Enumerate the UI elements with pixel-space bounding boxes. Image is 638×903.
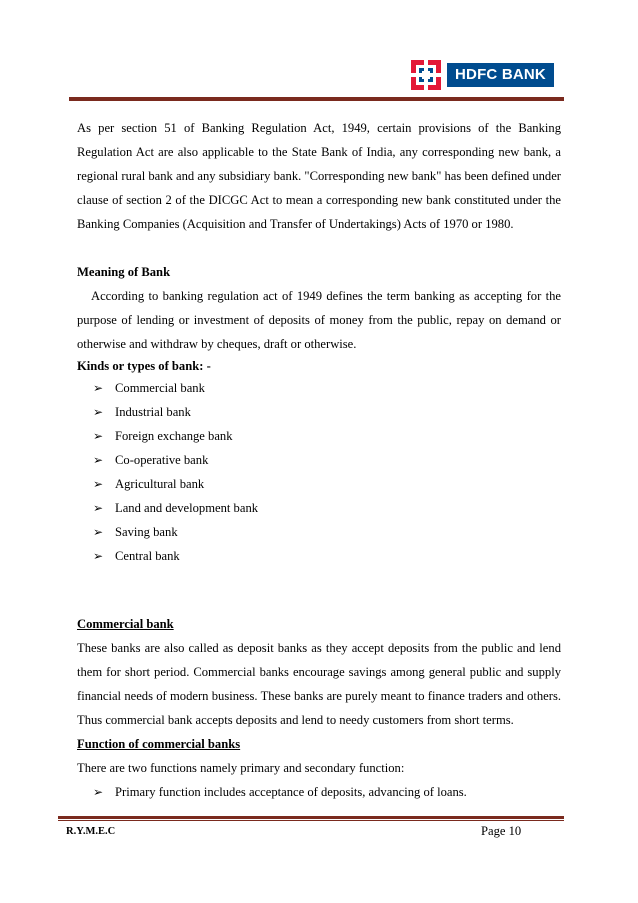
arrow-bullet-icon: ➢	[93, 429, 104, 443]
intro-paragraph: As per section 51 of Banking Regulation Act, 1949, certain provisions of the Banking Regulation Act are also applicable to the State Bank of India, any corresponding new bank, a regional rural bank and any subsidiary bank. "Corresponding new bank" has been defined under clause of section 2 of the DICGC Act to mean a corresponding new bank constituted under the Banking Companies (Acquisition and Transfer of Undertakings) Acts of 1970 or 1980.	[77, 121, 561, 231]
footer-institution: R.Y.M.E.C	[66, 826, 116, 837]
commercial-heading: Commercial bank	[77, 617, 174, 631]
logo-text: HDFC BANK	[447, 63, 554, 87]
list-item: ➢ Primary function includes acceptance of deposits, advancing of loans.	[93, 780, 561, 804]
list-item: ➢ Foreign exchange bank	[93, 424, 561, 448]
page-header	[69, 58, 563, 102]
kinds-list	[77, 376, 561, 568]
arrow-bullet-icon: ➢	[93, 381, 104, 395]
footer-rule	[58, 816, 564, 819]
arrow-bullet-icon: ➢	[93, 501, 104, 515]
footer-rule-thin	[58, 820, 564, 821]
list-item: ➢ Industrial bank	[93, 400, 561, 424]
hdfc-logo	[411, 58, 561, 91]
hdfc-logo-mark-icon	[411, 60, 441, 90]
functions-list	[77, 780, 561, 804]
functions-paragraph: There are two functions namely primary and secondary function:	[77, 761, 405, 775]
meaning-paragraph: According to banking regulation act of 1949 defines the term banking as accepting for the purpose of lending or investment of deposits of money from the public, repay on demand or otherwise and withdraw by cheques, draft or otherwise.	[77, 289, 561, 351]
arrow-bullet-icon: ➢	[93, 525, 104, 539]
kinds-heading: Kinds or types of bank: -	[77, 359, 211, 373]
list-item: ➢ Saving bank	[93, 520, 561, 544]
meaning-heading: Meaning of Bank	[77, 265, 171, 279]
arrow-bullet-icon: ➢	[93, 477, 104, 491]
list-item: ➢ Land and development bank	[93, 496, 561, 520]
arrow-bullet-icon: ➢	[93, 549, 104, 563]
commercial-paragraph: These banks are also called as deposit banks as they accept deposits from the public and lend them for short period. Commercial banks encourage savings among general public and supply financial needs of modern business. These banks are purely meant to finance traders and others. Thus commercial bank accepts deposits and lend to needy customers from short terms.	[77, 641, 561, 727]
arrow-bullet-icon: ➢	[93, 785, 104, 799]
header-rule	[69, 97, 564, 101]
list-item: ➢ Central bank	[93, 544, 561, 568]
page-number: Page 10	[481, 824, 522, 838]
arrow-bullet-icon: ➢	[93, 453, 104, 467]
document-body	[77, 116, 561, 804]
list-item: ➢ Commercial bank	[93, 376, 561, 400]
list-item: ➢ Co-operative bank	[93, 448, 561, 472]
functions-heading: Function of commercial banks	[77, 737, 241, 751]
list-item: ➢ Agricultural bank	[93, 472, 561, 496]
arrow-bullet-icon: ➢	[93, 405, 104, 419]
